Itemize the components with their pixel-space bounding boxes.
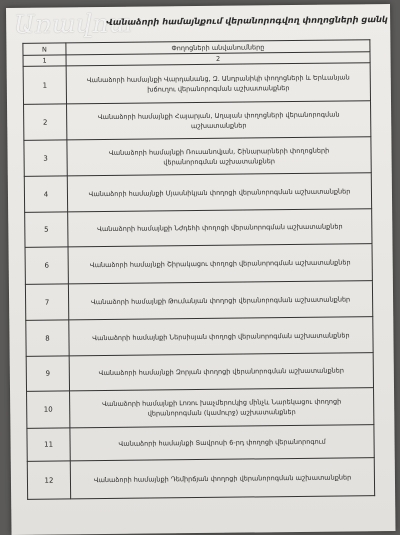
row-street-name: Վանաձորի համայնքի Ներսիսյան փողոցի վերանորոգման աշխատանքներ bbox=[69, 317, 373, 356]
table-row bbox=[27, 388, 374, 429]
row-street-name: Վանաձորի համայնքի Ռուսանովյան, Շինարարների փողոցների վերանորոգման աշխատանքներ bbox=[67, 137, 371, 176]
table-row bbox=[24, 137, 371, 177]
table-row bbox=[24, 173, 371, 213]
row-street-name: Վանաձորի համայնքի Նժդեհի փողոցի վերանորոգման աշխատանքներ bbox=[68, 209, 372, 247]
row-street-name: Վանաձորի համայնքի Շիրակացու փողոցի վերանորոգման աշխատանքներ bbox=[68, 244, 372, 284]
table-row bbox=[24, 101, 371, 141]
row-street-name: Վանաձորի համայնքի Դեմիրճյան փողոցի վերանորոգման աշխատանքներ bbox=[70, 458, 374, 499]
row-number: 7 bbox=[25, 284, 68, 320]
document-photo bbox=[6, 4, 395, 535]
table-row bbox=[26, 353, 373, 392]
row-number: 2 bbox=[24, 104, 67, 140]
row-number: 8 bbox=[26, 320, 69, 356]
table-row bbox=[25, 209, 372, 248]
row-street-name: Վանաձորի համայնքի Տավրոսի 6-րդ փողոցի վերանորոգում bbox=[70, 425, 374, 461]
row-street-name: Վանաձորի համայնքի Մյասնիկյան փողոցի վերանորոգման աշխատանքներ bbox=[67, 173, 371, 212]
row-number: 5 bbox=[25, 212, 68, 247]
document-title: Վանաձորի համայնքում վերանորոգվող փողոցների ցանկ bbox=[106, 14, 388, 27]
table-row bbox=[25, 244, 372, 285]
table-row bbox=[27, 458, 374, 500]
table-row bbox=[27, 425, 374, 462]
row-number: 3 bbox=[24, 140, 67, 176]
row-number: 6 bbox=[25, 247, 68, 284]
header-street-names: Փողոցների անվանումները bbox=[66, 40, 370, 55]
table-row bbox=[23, 63, 370, 105]
row-number: 10 bbox=[27, 391, 70, 428]
streets-table bbox=[22, 39, 375, 500]
table-row bbox=[26, 317, 373, 357]
row-street-name: Վանաձորի համայնքի Զորյան փողոցի վերանորոգման աշխատանքներ bbox=[69, 353, 373, 391]
row-street-name: Վանաձորի համայնքի Թումանյան փողոցի վերանորոգման աշխատանքներ bbox=[68, 281, 372, 320]
row-street-name: Վանաձորի համայնքի Լոռու խաչմերուկից մինչև Նարեկացու փողոցի վերանորոգման (կամուրջ) աշխատանքներ bbox=[70, 388, 374, 428]
table-row bbox=[25, 281, 372, 321]
row-number: 4 bbox=[24, 176, 67, 212]
row-number: 11 bbox=[27, 428, 70, 461]
index-col-1: 1 bbox=[23, 55, 66, 66]
row-street-name: Վանաձորի համայնքի Հայարյան, Աղայան փողոցների վերանորոգման աշխատանքներ bbox=[67, 101, 371, 140]
row-number: 1 bbox=[23, 66, 66, 104]
row-number: 9 bbox=[26, 356, 69, 391]
index-col-2: 2 bbox=[66, 52, 370, 66]
watermark-logo: Առավոտ bbox=[14, 8, 133, 39]
header-number: N bbox=[23, 43, 66, 55]
row-street-name: Վանաձորի համայնքի Վարդանանց, Զ. Անդրանիկի փողոցների և Երևանյան խճուղու վերանորոգման աշխատանքներ bbox=[66, 63, 370, 104]
row-number: 12 bbox=[27, 461, 70, 499]
